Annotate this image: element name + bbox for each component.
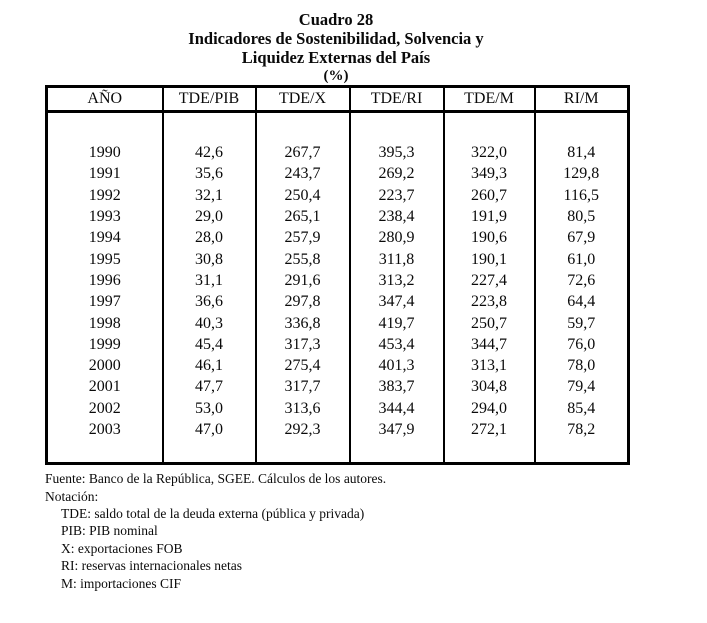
notation-item-x: X: exportaciones FOB xyxy=(61,540,183,556)
value-cell: 31,1 xyxy=(163,270,256,291)
year-cell: 2003 xyxy=(88,421,121,438)
value-cell: 292,3 xyxy=(256,419,350,440)
table-row xyxy=(47,249,629,270)
table-row xyxy=(47,292,629,313)
value-cell: 272,1 xyxy=(444,419,535,440)
value-cell: 79,4 xyxy=(535,377,629,398)
table-row xyxy=(47,419,629,440)
value-cell: 453,4 xyxy=(350,334,444,355)
value-cell: 76,0 xyxy=(535,334,629,355)
value-cell: 80,5 xyxy=(535,206,629,227)
source-note: Fuente: Banco de la República, SGEE. Cálculos de los autores. xyxy=(45,471,387,487)
value-cell: 243,7 xyxy=(256,164,350,185)
value-cell: 28,0 xyxy=(163,228,256,249)
value-cell: 32,1 xyxy=(163,185,256,206)
value-cell: 317,7 xyxy=(256,377,350,398)
value-cell: 383,7 xyxy=(350,377,444,398)
value-cell: 223,7 xyxy=(350,185,444,206)
value-cell: 344,7 xyxy=(444,334,535,355)
year-cell: 1998 xyxy=(88,314,121,332)
table-block xyxy=(45,10,627,592)
table-row xyxy=(47,313,629,334)
value-cell: 36,6 xyxy=(163,292,256,313)
table-row xyxy=(47,143,629,164)
value-cell: 85,4 xyxy=(535,398,629,419)
value-cell: 129,8 xyxy=(535,164,629,185)
year-cell: 2000 xyxy=(88,357,121,375)
year-cell: 2001 xyxy=(88,378,121,396)
value-cell: 47,7 xyxy=(163,377,256,398)
unit-label: (%) xyxy=(323,68,349,84)
value-cell: 78,2 xyxy=(535,419,629,440)
table-row xyxy=(47,164,629,185)
table-title xyxy=(45,10,627,67)
year-cell: 1997 xyxy=(88,293,121,311)
value-cell: 223,8 xyxy=(444,292,535,313)
value-cell: 395,3 xyxy=(350,143,444,164)
column-header-tde-pib: TDE/PIB xyxy=(163,87,256,112)
value-cell: 191,9 xyxy=(444,206,535,227)
value-cell: 40,3 xyxy=(163,313,256,334)
header-row xyxy=(47,87,629,112)
value-cell: 30,8 xyxy=(163,249,256,270)
value-cell: 349,3 xyxy=(444,164,535,185)
value-cell: 313,6 xyxy=(256,398,350,419)
value-cell: 45,4 xyxy=(163,334,256,355)
value-cell: 269,2 xyxy=(350,164,444,185)
value-cell: 401,3 xyxy=(350,355,444,376)
value-cell: 347,4 xyxy=(350,292,444,313)
year-cell: 1994 xyxy=(88,229,121,247)
value-cell: 317,3 xyxy=(256,334,350,355)
year-cell: 1992 xyxy=(88,186,121,204)
column-header-tde-m: TDE/M xyxy=(444,87,535,112)
value-cell: 238,4 xyxy=(350,206,444,227)
value-cell: 64,4 xyxy=(535,292,629,313)
notation-item-pib: PIB: PIB nominal xyxy=(61,523,158,539)
spacer-row-bottom xyxy=(47,441,629,464)
value-cell: 227,4 xyxy=(444,270,535,291)
table-row xyxy=(47,398,629,419)
table-row xyxy=(47,185,629,206)
notation-item-tde: TDE: saldo total de la deuda externa (pública y privada) xyxy=(61,505,365,521)
table-row xyxy=(47,377,629,398)
value-cell: 61,0 xyxy=(535,249,629,270)
value-cell: 53,0 xyxy=(163,398,256,419)
column-header-ri-m: RI/M xyxy=(535,87,629,112)
value-cell: 322,0 xyxy=(444,143,535,164)
year-cell: 2002 xyxy=(88,399,121,417)
notation-item-m: M: importaciones CIF xyxy=(61,575,181,591)
value-cell: 336,8 xyxy=(256,313,350,334)
value-cell: 257,9 xyxy=(256,228,350,249)
value-cell: 275,4 xyxy=(256,355,350,376)
value-cell: 78,0 xyxy=(535,355,629,376)
value-cell: 313,2 xyxy=(350,270,444,291)
year-cell: 1999 xyxy=(88,335,121,353)
value-cell: 42,6 xyxy=(163,143,256,164)
year-cell: 1993 xyxy=(88,208,121,226)
value-cell: 291,6 xyxy=(256,270,350,291)
value-cell: 294,0 xyxy=(444,398,535,419)
footnotes xyxy=(45,470,627,592)
value-cell: 267,7 xyxy=(256,143,350,164)
title-cuadro-number: Cuadro 28 xyxy=(298,10,374,29)
title-line-2: Indicadores de Sostenibilidad, Solvencia y xyxy=(188,29,484,48)
value-cell: 255,8 xyxy=(256,249,350,270)
year-cell: 1995 xyxy=(88,250,121,268)
spacer-row-top xyxy=(47,112,629,143)
table-row xyxy=(47,270,629,291)
notation-item-ri: RI: reservas internacionales netas xyxy=(61,558,243,574)
value-cell: 81,4 xyxy=(535,143,629,164)
value-cell: 311,8 xyxy=(350,249,444,270)
value-cell: 280,9 xyxy=(350,228,444,249)
value-cell: 344,4 xyxy=(350,398,444,419)
value-cell: 35,6 xyxy=(163,164,256,185)
value-cell: 72,6 xyxy=(535,270,629,291)
indicators-table xyxy=(45,85,630,465)
value-cell: 313,1 xyxy=(444,355,535,376)
year-cell: 1996 xyxy=(88,271,121,289)
table-row xyxy=(47,206,629,227)
value-cell: 260,7 xyxy=(444,185,535,206)
value-cell: 59,7 xyxy=(535,313,629,334)
value-cell: 297,8 xyxy=(256,292,350,313)
value-cell: 29,0 xyxy=(163,206,256,227)
column-header-tde-ri: TDE/RI xyxy=(350,87,444,112)
year-cell: 1991 xyxy=(88,165,121,183)
value-cell: 347,9 xyxy=(350,419,444,440)
value-cell: 46,1 xyxy=(163,355,256,376)
value-cell: 116,5 xyxy=(535,185,629,206)
table-row xyxy=(47,355,629,376)
value-cell: 190,6 xyxy=(444,228,535,249)
column-header-tde-x: TDE/X xyxy=(256,87,350,112)
value-cell: 250,7 xyxy=(444,313,535,334)
value-cell: 265,1 xyxy=(256,206,350,227)
value-cell: 304,8 xyxy=(444,377,535,398)
year-cell: 1990 xyxy=(88,144,121,162)
value-cell: 47,0 xyxy=(163,419,256,440)
table-row xyxy=(47,334,629,355)
value-cell: 419,7 xyxy=(350,313,444,334)
notation-label: Notación: xyxy=(45,488,99,504)
title-line-3: Liquidez Externas del País xyxy=(241,48,431,67)
value-cell: 250,4 xyxy=(256,185,350,206)
value-cell: 67,9 xyxy=(535,228,629,249)
value-cell: 190,1 xyxy=(444,249,535,270)
column-header-ano: AÑO xyxy=(47,87,163,112)
table-row xyxy=(47,228,629,249)
